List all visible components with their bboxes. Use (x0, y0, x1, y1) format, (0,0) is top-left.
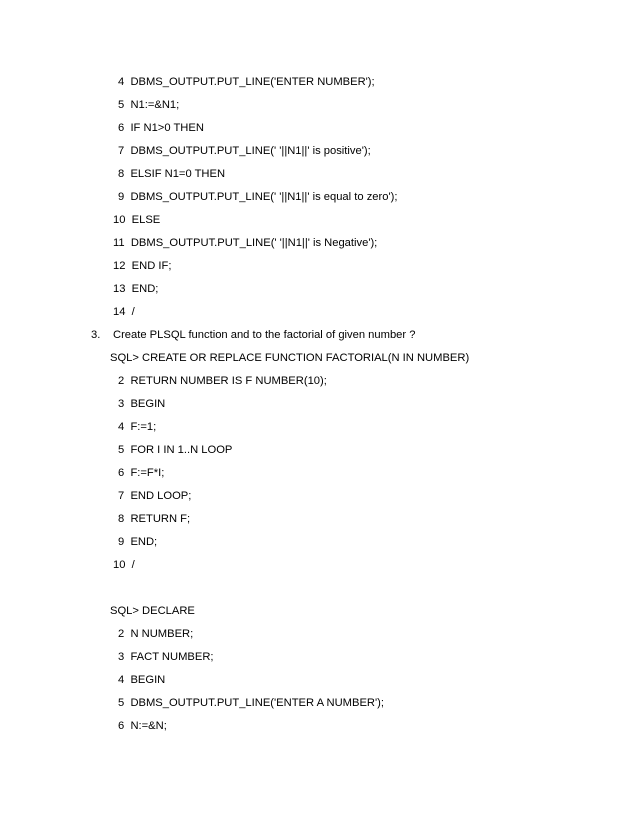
code-line: 6 N:=&N; (118, 720, 167, 732)
code-line: 14 / (113, 306, 135, 318)
code-line: 4 F:=1; (118, 421, 157, 433)
code-line: 12 END IF; (113, 260, 172, 272)
code-line: 10 ELSE (113, 214, 161, 226)
code-line: 8 ELSIF N1=0 THEN (118, 168, 226, 180)
code-line: SQL> DECLARE (110, 605, 195, 617)
question-number: 3. (91, 329, 101, 341)
code-line: 9 END; (118, 536, 158, 548)
code-line: 4 DBMS_OUTPUT.PUT_LINE('ENTER NUMBER'); (118, 76, 375, 88)
code-line: 2 RETURN NUMBER IS F NUMBER(10); (118, 375, 327, 387)
code-line: 6 F:=F*I; (118, 467, 165, 479)
code-line: 10 / (113, 559, 135, 571)
code-line: 11 DBMS_OUTPUT.PUT_LINE(' '||N1||' is Negative'); (113, 237, 378, 249)
code-line: 5 DBMS_OUTPUT.PUT_LINE('ENTER A NUMBER'); (118, 697, 384, 709)
code-line: SQL> CREATE OR REPLACE FUNCTION FACTORIAL(N IN NUMBER) (110, 352, 470, 364)
code-line: 3 BEGIN (118, 398, 166, 410)
code-line: 8 RETURN F; (118, 513, 191, 525)
code-line: 7 DBMS_OUTPUT.PUT_LINE(' '||N1||' is positive'); (118, 145, 371, 157)
code-line: 2 N NUMBER; (118, 628, 194, 640)
code-line: 3 FACT NUMBER; (118, 651, 214, 663)
code-line: 7 END LOOP; (118, 490, 192, 502)
code-line: 6 IF N1>0 THEN (118, 122, 204, 134)
question-text: Create PLSQL function and to the factorial of given number ? (113, 329, 416, 341)
code-line: 5 FOR I IN 1..N LOOP (118, 444, 233, 456)
code-line: 13 END; (113, 283, 159, 295)
code-line: 5 N1:=&N1; (118, 99, 180, 111)
code-line: 9 DBMS_OUTPUT.PUT_LINE(' '||N1||' is equal to zero'); (118, 191, 398, 203)
code-line: 4 BEGIN (118, 674, 166, 686)
